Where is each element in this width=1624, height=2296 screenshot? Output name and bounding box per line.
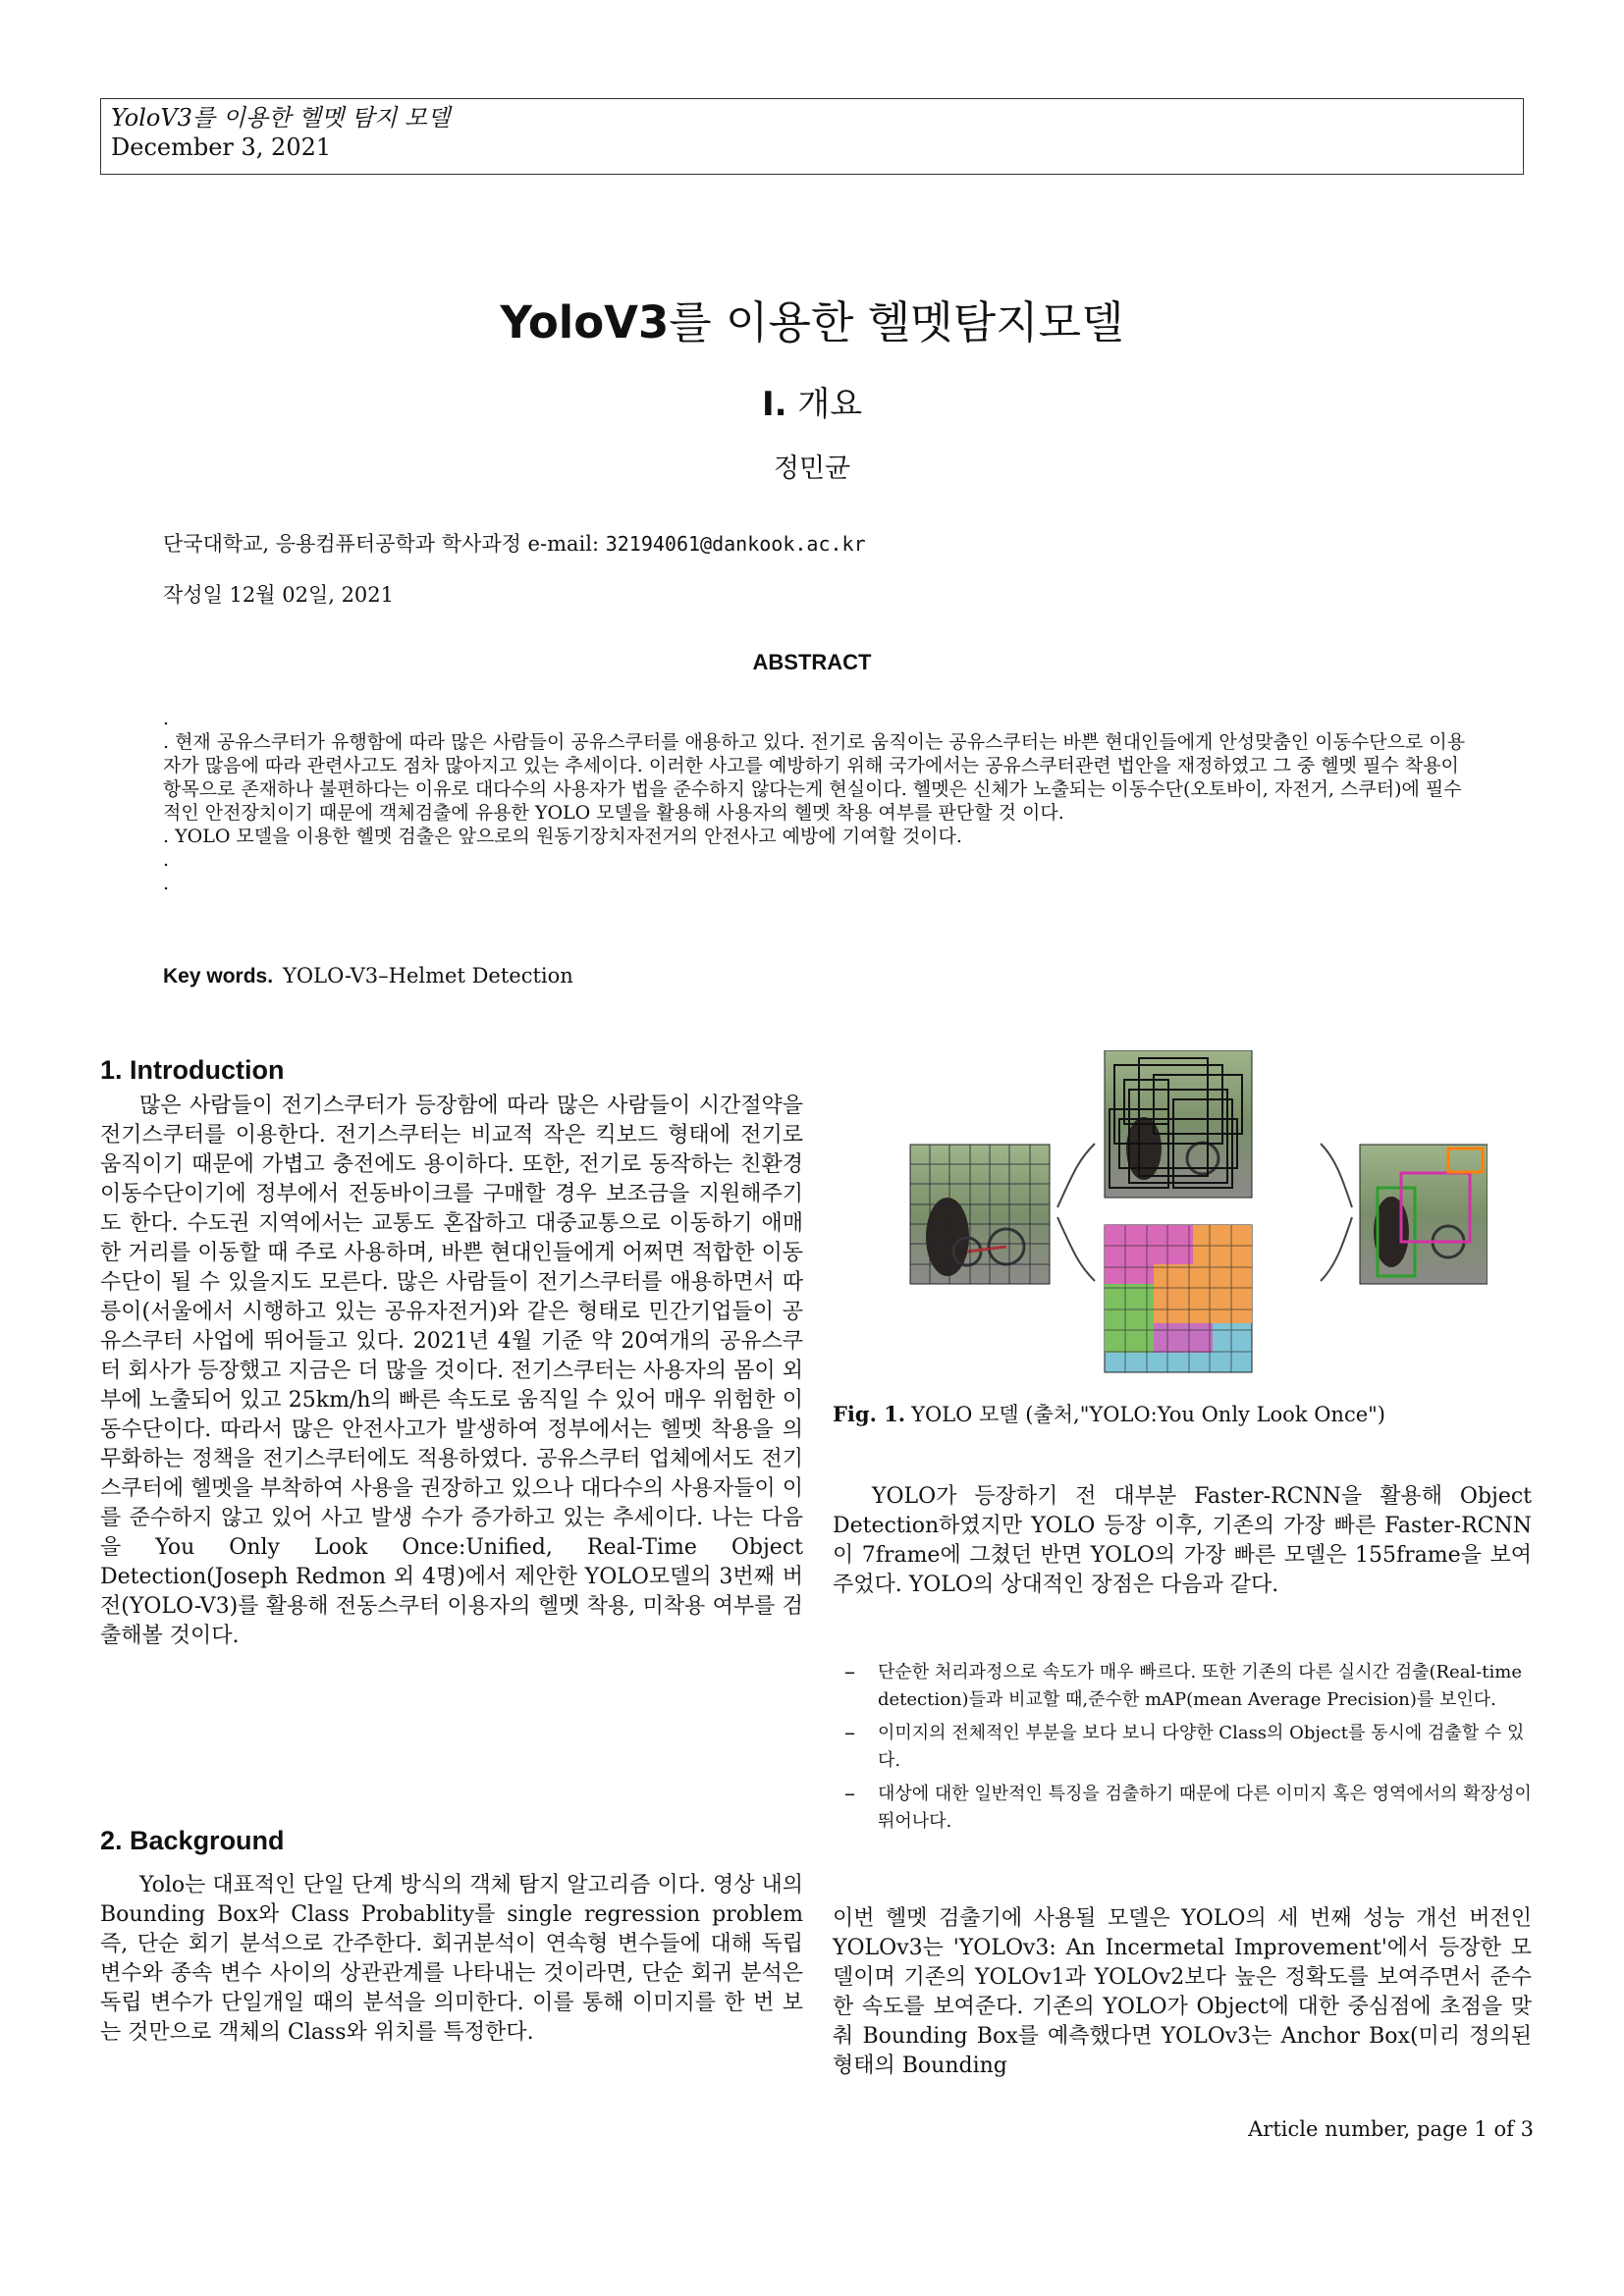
right-paragraph-1: YOLO가 등장하기 전 대부분 Faster-RCNN을 활용해 Object Detection하였지만 YOLO 등장 이후, 기존의 가장 빠른 Faster-RCNN이 7frame에 그쳤던 반면 YOLO의 가장 빠른 모델은 155frame을 보여주었다. YOLO의 상대적인 장점은 다음과 같다. bbox=[833, 1484, 1532, 1597]
abstract-line: . YOLO 모델을 이용한 헬멧 검출은 앞으로의 원동기장치자전거의 안전사고 예방에 기여할 것이다. bbox=[163, 826, 962, 847]
author-name: 정민균 bbox=[773, 454, 851, 484]
keywords-label: Key words. bbox=[163, 965, 274, 988]
subtitle-num: I. bbox=[761, 385, 787, 424]
abstract-line: . bbox=[163, 873, 170, 894]
list-item bbox=[844, 1659, 1532, 1714]
keywords-text: YOLO-V3–Helmet Detection bbox=[283, 964, 573, 988]
yolo-diagram bbox=[898, 1050, 1488, 1404]
bounding-box-predictions bbox=[1105, 1050, 1252, 1198]
figure-caption bbox=[833, 1399, 1385, 1428]
figure-caption-text: YOLO 모델 (출처,"YOLO:You Only Look Once") bbox=[911, 1403, 1385, 1426]
input-image-grid bbox=[910, 1145, 1050, 1284]
list-item bbox=[844, 1720, 1532, 1775]
intro-paragraph: 많은 사람들이 전기스쿠터가 등장함에 따라 많은 사람들이 시간절약을 전기스쿠터를 이용한다. 전기스쿠터는 비교적 작은 킥보드 형태에 전기로 움직이기 때문에 가볍고 충전에도 용이하다. 또한, 전기로 동작하는 친환경 이동수단이기에 정부에서 전동바이크를 구매할 경우 보조금을 지원해주기도 한다. 수도권 지역에서는 교통도 혼잡하고 대중교통으로 이동하기 애매한 거리를 이동할 때 주로 사용하며, 바쁜 현대인들에게 어쩌면 적합한 이동수단이 될 수 있을지도 모른다. 많은 사람들이 전기스쿠터를 애용하면서 따릉이(서울에서 시행하고 있는 공유자전거)와 같은 형태로 민간기업들이 공유스쿠터 사업에 뛰어들고 있다. 2021년 4월 기준 약 20여개의 공유스쿠터 회사가 등장했고 지금은 더 많을 것이다. 전기스쿠터는 사용자의 몸이 외부에 노출되어 있고 25km/h의 빠른 속도로 움직일 수 있어 매우 위험한 이동수단이다. 따라서 많은 안전사고가 발생하여 정부에서는 헬멧 착용을 의무화하는 정책을 전기스쿠터에도 적용하였다. 공유스쿠터 업체에서도 전기스쿠터에 헬멧을 부착하여 사용을 권장하고 있으나 대다수의 사용자들이 이를 준수하지 않고 있어 사고 발생 수가 증가하고 있는 추세이다. 나는 다음을 You Only Look Once:Unified, Real-Time Object Detection(Joseph Redmon 외 4명)에서 제안한 YOLO모델의 3번째 버전(YOLO-V3)를 활용해 전동스쿠터 이용자의 헬멧 착용, 미착용 여부를 검출해볼 것이다. bbox=[100, 1094, 803, 1648]
right-column-text-2 bbox=[833, 1904, 1532, 2081]
background-text bbox=[100, 1871, 803, 2048]
bullet-dash-icon: – bbox=[844, 1721, 855, 1745]
abstract-heading: ABSTRACT bbox=[752, 650, 872, 674]
affiliation-text: 단국대학교, 응용컴퓨터공학과 학사과정 e-mail: bbox=[163, 532, 600, 556]
abstract-body bbox=[163, 707, 1479, 895]
section-heading-background: 2. Background bbox=[100, 1826, 285, 1855]
page-footer: Article number, page 1 of 3 bbox=[1248, 2117, 1534, 2141]
abstract-line: . bbox=[163, 708, 170, 729]
list-item-text: 이미지의 전체적인 부분을 보다 보니 다양한 Class의 Object를 동시에 검출할 수 있다. bbox=[878, 1723, 1525, 1771]
section-heading-introduction: 1. Introduction bbox=[100, 1055, 285, 1085]
written-date: 작성일 12월 02일, 2021 bbox=[163, 583, 395, 607]
background-paragraph: Yolo는 대표적인 단일 단계 방식의 객체 탐지 알고리즘 이다. 영상 내의 Bounding Box와 Class Probablity를 single regression problem 즉, 단순 회기 분석으로 간주한다. 회귀분석이 연속형 변수들에 대해 독립 변수와 종속 변수 사이의 상관관계를 나타내는 것이라면, 단순 회귀 분석은 독립 변수가 단일개일 때의 분석을 의미한다. 이를 통해 이미지를 한 번 보는 것만으로 객체의 Class와 위치를 특정한다. bbox=[100, 1873, 803, 2045]
running-header bbox=[100, 98, 1524, 175]
abstract-line: . bbox=[163, 849, 170, 871]
class-probability-map bbox=[1105, 1225, 1252, 1372]
bullet-dash-icon: – bbox=[844, 1782, 855, 1806]
abstract-line: . 현재 공유스쿠터가 유행함에 따라 많은 사람들이 공유스쿠터를 애용하고 있다. 전기로 움직이는 공유스쿠터는 바쁜 현대인들에게 안성맞춤인 이동수단으로 이용자가 많음에 따라 관련사고도 점차 많아지고 있는 추세이다. 이러한 사고를 예방하기 위해 국가에서는 공유스쿠터관련 법안을 재정하였고 그 중 헬멧 필수 착용이 항목으로 존재하나 불편하다는 이유로 대다수의 사용자가 법을 준수하지 않다는게 현실이다. 헬멧은 신체가 노출되는 이동수단(오토바이, 자전거, 스쿠터)에 필수적인 안전장치이기 때문에 객체검출에 유용한 YOLO 모델을 활용해 사용자의 헬멧 착용 여부를 판단할 것 이다. bbox=[163, 731, 1466, 824]
paper-subtitle bbox=[0, 377, 1624, 425]
introduction-text bbox=[100, 1092, 803, 1651]
bullet-dash-icon: – bbox=[844, 1660, 855, 1684]
right-column-text-1 bbox=[833, 1482, 1532, 1600]
paper-title bbox=[0, 287, 1624, 350]
subtitle-text: 개요 bbox=[797, 385, 863, 424]
figure-label: Fig. 1. bbox=[833, 1402, 906, 1426]
list-item-text: 단순한 처리과정으로 속도가 매우 빠르다. 또한 기존의 다른 실시간 검출(Real-time detection)들과 비교할 때,준수한 mAP(mean Average Precision)를 보인다. bbox=[878, 1662, 1522, 1710]
affiliation bbox=[163, 528, 866, 558]
header-date: December 3, 2021 bbox=[111, 133, 332, 161]
title-rest: 를 이용한 헬멧탐지모델 bbox=[669, 296, 1124, 348]
email-link[interactable]: 32194061@dankook.ac.kr bbox=[605, 532, 866, 556]
list-item bbox=[844, 1781, 1532, 1836]
keywords bbox=[163, 964, 573, 988]
header-title: YoloV3를 이용한 헬멧 탐지 모델 bbox=[111, 104, 451, 132]
final-detections bbox=[1360, 1145, 1488, 1284]
yolo-figure bbox=[898, 1050, 1488, 1404]
title-bold: YoloV3 bbox=[500, 296, 670, 348]
list-item-text: 대상에 대한 일반적인 특징을 검출하기 때문에 다른 이미지 혹은 영역에서의 확장성이 뛰어나다. bbox=[878, 1784, 1532, 1832]
advantages-list bbox=[844, 1659, 1532, 1842]
right-paragraph-2: 이번 헬멧 검출기에 사용될 모델은 YOLO의 세 번째 성능 개선 버전인 YOLOv3는 'YOLOv3: An Incermetal Improvement'에서 등장한 모델이며 기존의 YOLOv1과 YOLOv2보다 높은 정확도를 보여주면서 준수한 속도를 보여준다. 기존의 YOLO가 Object에 대한 중심점에 초점을 맞춰 Bounding Box를 예측했다면 YOLOv3는 Anchor Box(미리 정의된 형태의 Bounding bbox=[833, 1906, 1532, 2078]
